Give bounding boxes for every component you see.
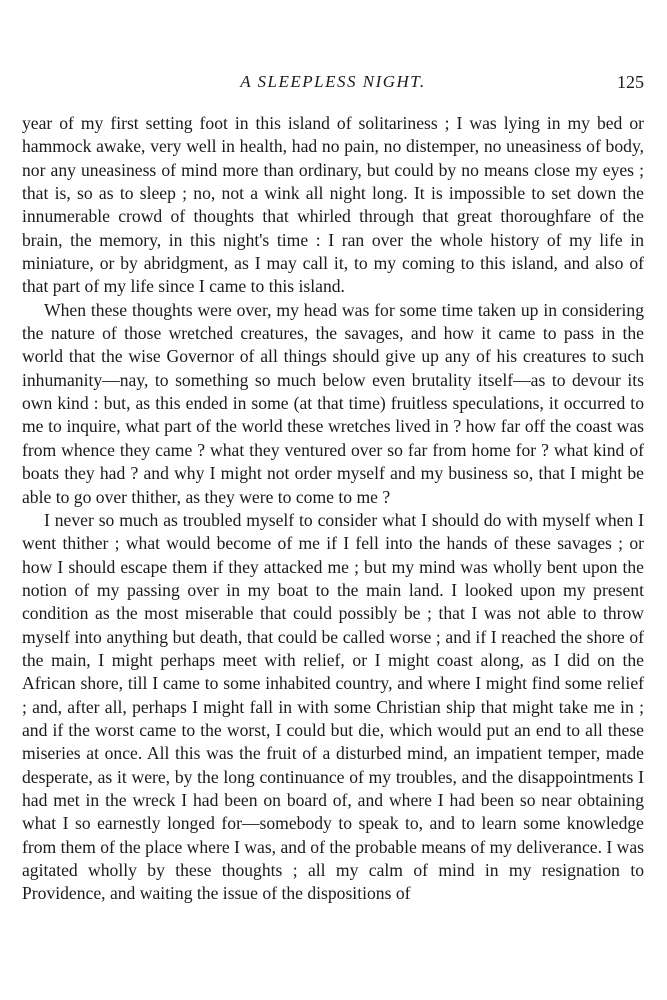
paragraph-continuation: year of my first setting foot in this island of solitariness ; I was lying in my bed or hammock awake, very well in health, had no pain, no distemper, no uneasiness of body, nor any uneasiness of mind more than ordinary, but could by no means close my eyes ; that is, so as to sleep ; no, not a wink all night long. It is impossible to set down the innumerable crowd of thoughts that whirled through that great thoroughfare of the brain, the memory, in this night's time : I ran over the whole history of my life in miniature, or by abridgment, as I may call it, to my coming to this island, and also of that part of my life since I came to this island. (22, 113, 644, 297)
paragraph-escape-plan: I never so much as troubled myself to consider what I should do with myself when I went thither ; what would become of me if I fell into the hands of these savages ; or how I should escape them if they attacked me ; but my mind was wholly bent upon the notion of my passing over in my boat to the main land. I looked upon my present condition as the most miserable that could possibly be ; that I was not able to throw myself into anything but death, that could be called worse ; and if I reached the shore of the main, I might perhaps meet with relief, or I might coast along, as I did on the African shore, till I came to some inhabited country, and where I might find some relief ; and, after all, perhaps I might fall in with some Christian ship that might take me in ; and if the worst came to the worst, I could but die, which would put an end to all these miseries at once. All this was the fruit of a disturbed mind, an impatient temper, made desperate, as it were, by the long continuance of my troubles, and the disappointments I had met in the wreck I had been on board of, and where I had been so near obtaining what I so earnestly longed for—somebody to speak to, and to learn some knowledge from them of the place where I was, and of the probable means of my deliverance. I was agitated wholly by these thoughts ; all my calm of mind in my resignation to Providence, and waiting the issue of the dispositions of (22, 509, 644, 904)
body-text (22, 112, 644, 906)
running-title: A SLEEPLESS NIGHT. (240, 72, 426, 91)
page-header (22, 72, 644, 96)
paragraph-savages: When these thoughts were over, my head was for some time taken up in considering the nature of those wretched creatures, the savages, and how it came to pass in the world that the wise Governor of all things should give up any of his creatures to such inhumanity—nay, to something so much below even brutality itself—as to devour its own kind : but, as this ended in some (at that time) fruitless speculations, it occurred to me to inquire, what part of the world these wretches lived in ? how far off the coast was from whence they came ? what they ventured over so far from home for ? what kind of boats they had ? and why I might not order myself and my business so, that I might be able to go over thither, as they were to come to me ? (22, 299, 644, 507)
page-number: 125 (617, 72, 644, 92)
